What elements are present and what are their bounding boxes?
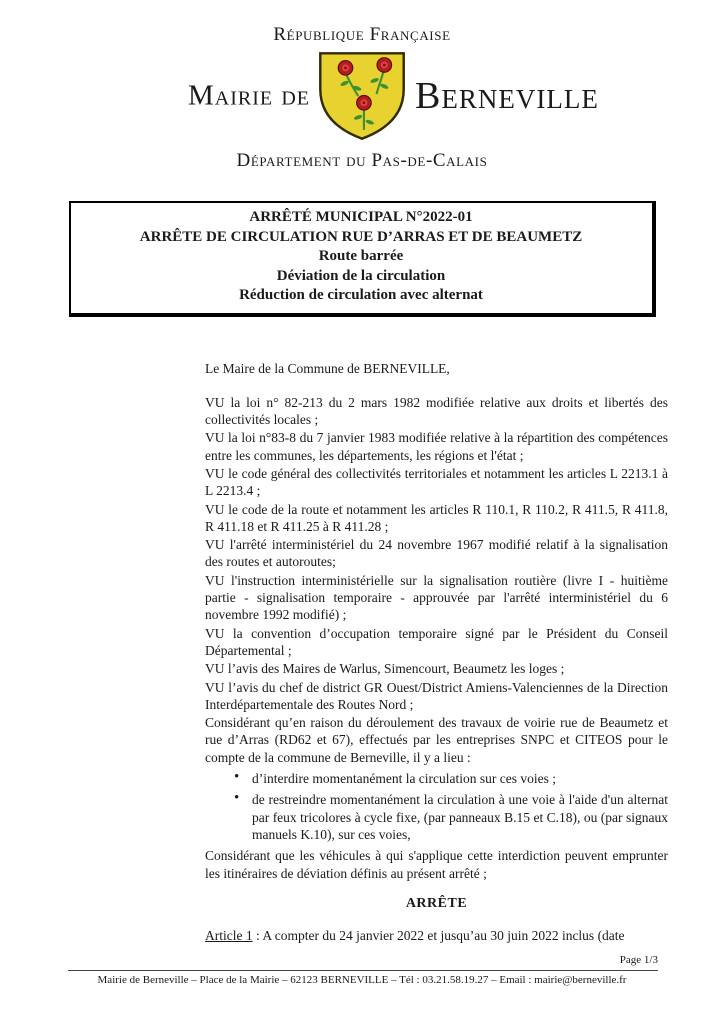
vu-paragraph-8: VU l’avis des Maires de Warlus, Simencourt, Beaumetz les loges ;: [205, 661, 565, 677]
arrete-heading: ARRÊTE: [405, 895, 468, 911]
vu-paragraph-6: VU l'instruction interministérielle sur la signalisation routière (livre I - huitième partie - signalisation temporaire - approuvée par l'arrêté interministériel du 6 novembre 1992 modifié) ;: [205, 572, 668, 623]
berneville-coat-of-arms-icon: [314, 50, 411, 142]
vu-paragraph-7: VU la convention d’occupation temporaire signé par le Président du Conseil Départemental ;: [205, 625, 668, 658]
considerant-closing-paragraph: Considérant que les véhicules à qui s'applique cette interdiction peuvent emprunter les itinéraires de déviation définis au présent arrêté ;: [205, 848, 668, 881]
vu-paragraph-5: VU l'arrêté interministériel du 24 novembre 1967 modifié relatif à la signalisation des routes et autoroutes;: [205, 537, 668, 570]
city-name-label: Berneville: [415, 75, 599, 117]
decree-body: [205, 360, 668, 945]
bullet-item-1: • d’interdire momentanément la circulation sur ces voies ;: [205, 770, 668, 787]
page-number: Page 1/3: [619, 954, 658, 966]
vu-paragraph-9: VU l’avis du chef de district GR Ouest/District Amiens-Valenciennes de la Direction Interdépartementale des Routes Nord ;: [205, 679, 668, 712]
vu-paragraph-1: VU la loi n° 82-213 du 2 mars 1982 modifiée relative aux droits et libertés des collectivités locales ;: [205, 394, 668, 428]
mairie-de-label: Mairie de: [187, 79, 310, 112]
vu-paragraph-2: VU la loi n°83-8 du 7 janvier 1983 modifiée relative à la répartition des compétences entre les communes, les départements, les régions et l'état ;: [205, 430, 668, 463]
republic-title: République Française: [273, 24, 451, 45]
mairie-header: [0, 50, 724, 142]
decree-title-line-2: ARRÊTE DE CIRCULATION RUE D’ARRAS ET DE BEAUMETZ: [139, 228, 583, 245]
decree-title-line-5: Réduction de circulation avec alternat: [239, 287, 483, 303]
salutation: Le Maire de la Commune de BERNEVILLE,: [205, 360, 450, 376]
footer-address: Mairie de Berneville – Place de la Mairie – 62123 BERNEVILLE – Tél : 03.21.58.19.27 – Email : mairie@berneville.fr: [97, 974, 627, 986]
department-title: Département du Pas-de-Calais: [236, 150, 488, 171]
article-1-label: Article 1: [205, 928, 253, 944]
decree-title-line-3: Route barrée: [318, 248, 404, 264]
vu-paragraph-3: VU le code général des collectivités territoriales et notamment les articles L 2213.1 à L 2213.4 ;: [205, 465, 668, 499]
bullet-item-2: • de restreindre momentanément la circulation à une voie à l'aide d'un alternat par feux tricolores à cycle fixe, (par panneaux B.15 et C.18), ou (par signaux manuels K.10), sur ces voies,: [205, 791, 668, 843]
considerant-paragraph: Considérant qu’en raison du déroulement des travaux de voirie rue de Beaumetz et rue d’Arras (RD62 et 67), effectués par les entreprises SNPC et CITEOS pour le compte de la commune de Berneville, il y a lieu :: [205, 715, 668, 765]
vu-paragraph-4: VU le code de la route et notamment les articles R 110.1, R 110.2, R 411.5, R 411.8, R 411.18 et R 411.25 à R 411.28 ;: [205, 501, 668, 534]
shield-icon: [314, 50, 411, 142]
decree-title-box: [69, 201, 656, 317]
footer-divider: [68, 970, 658, 971]
article-1-text: : A compter du 24 janvier 2022 et jusqu’au 30 juin 2022 inclus (date: [252, 928, 625, 944]
decree-title-line-4: Déviation de la circulation: [276, 267, 446, 284]
article-1-line: [205, 927, 668, 944]
decree-title-line-1: ARRÊTÉ MUNICIPAL N°2022-01: [249, 209, 473, 225]
